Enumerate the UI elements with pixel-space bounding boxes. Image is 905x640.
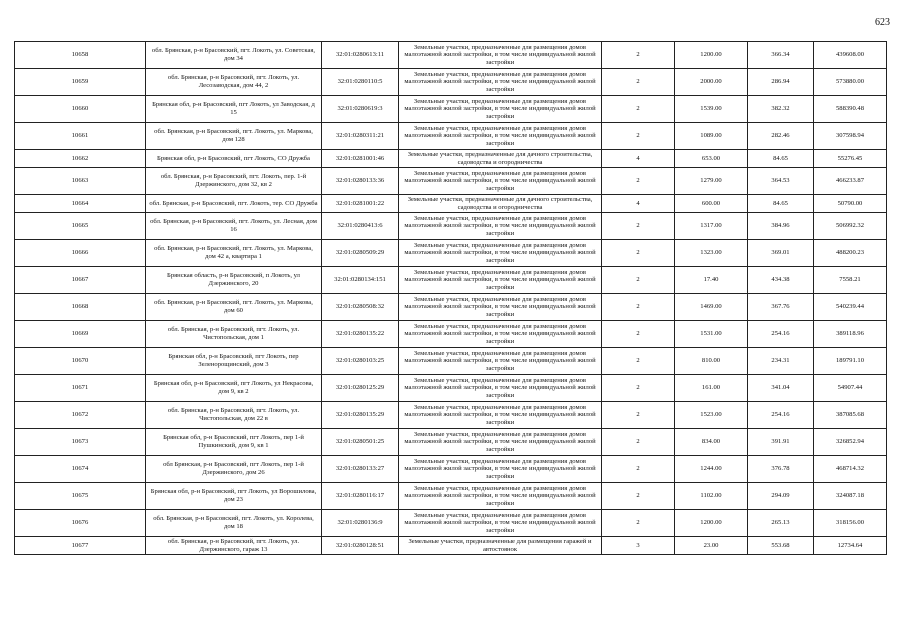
- row-number: 10670: [15, 348, 146, 375]
- category-cell: 2: [602, 375, 675, 402]
- row-number: 10669: [15, 321, 146, 348]
- cadastral-number-cell: 32:01:0280508:32: [322, 294, 399, 321]
- row-number: 10677: [15, 537, 146, 555]
- cadastral-value-cell: 55276.45: [814, 150, 887, 168]
- land-use-cell: Земельные участки, предназначенные для размещения домов малоэтажной жилой застройки, в том числе индивидуальной жилой застройки: [399, 240, 602, 267]
- cadastral-number-cell: 32:01:0280134:151: [322, 267, 399, 294]
- rate-cell: 84.65: [748, 195, 814, 213]
- area-cell: 1323.00: [675, 240, 748, 267]
- table-row: [15, 123, 887, 150]
- area-cell: 834.00: [675, 429, 748, 456]
- category-cell: 2: [602, 240, 675, 267]
- rate-cell: 254.16: [748, 402, 814, 429]
- land-use-cell: Земельные участки, предназначенные для дачного строительства, садоводства и огородничества: [399, 195, 602, 213]
- address-cell: Брянская обл, р-н Брасовский, пгт Локоть, ул Некрасова, дом 9, кв 2: [146, 375, 322, 402]
- address-cell: обл. Брянская, р-н Брасовский, пгт. Локоть, ул. Дзержинского, гараж 13: [146, 537, 322, 555]
- area-cell: 1244.00: [675, 456, 748, 483]
- row-number: 10671: [15, 375, 146, 402]
- table-row: [15, 69, 887, 96]
- area-cell: 1469.00: [675, 294, 748, 321]
- rate-cell: 376.78: [748, 456, 814, 483]
- table-row: [15, 213, 887, 240]
- land-use-cell: Земельные участки, предназначенные для размещения домов малоэтажной жилой застройки, в том числе индивидуальной жилой застройки: [399, 168, 602, 195]
- rate-cell: 282.46: [748, 123, 814, 150]
- area-cell: 1539.00: [675, 96, 748, 123]
- table-row: [15, 42, 887, 69]
- land-use-cell: Земельные участки, предназначенные для размещения домов малоэтажной жилой застройки, в том числе индивидуальной жилой застройки: [399, 213, 602, 240]
- address-cell: обл. Брянская, р-н Брасовский, пгт. Локоть, тер. СО Дружба: [146, 195, 322, 213]
- address-cell: Брянская обл, р-н Брасовский, пгт Локоть, ул Ворошилова, дом 23: [146, 483, 322, 510]
- category-cell: 3: [602, 537, 675, 555]
- area-cell: 17.40: [675, 267, 748, 294]
- address-cell: Брянская обл, р-н Брасовский, пгт Локоть, пер Зеленорощинский, дом 3: [146, 348, 322, 375]
- cadastral-value-cell: 7558.21: [814, 267, 887, 294]
- category-cell: 2: [602, 213, 675, 240]
- address-cell: обл. Брянская, р-н Брасовский, пгт. Локоть, ул. Чистопольская, дом 1: [146, 321, 322, 348]
- category-cell: 2: [602, 42, 675, 69]
- address-cell: обл. Брянская, р-н Брасовский, пгт. Локоть, ул. Маркова, дом 128: [146, 123, 322, 150]
- category-cell: 2: [602, 456, 675, 483]
- category-cell: 2: [602, 348, 675, 375]
- rate-cell: 364.53: [748, 168, 814, 195]
- cadastral-number-cell: 32:01:0280110:5: [322, 69, 399, 96]
- address-cell: обл Брянская, р-н Брасовский, пгт Локоть, пер 1-й Дзержинского, дом 26: [146, 456, 322, 483]
- rate-cell: 369.01: [748, 240, 814, 267]
- address-cell: Брянская область, р-н Брасовский, п Локоть, ул Дзержинского, 20: [146, 267, 322, 294]
- address-cell: обл. Брянская, р-н Брасовский, пгт. Локоть, ул. Чистопольская, дом 22 в: [146, 402, 322, 429]
- cadastral-value-cell: 439608.00: [814, 42, 887, 69]
- land-use-cell: Земельные участки, предназначенные для размещения домов малоэтажной жилой застройки, в том числе индивидуальной жилой застройки: [399, 69, 602, 96]
- table-row: [15, 240, 887, 267]
- cadastral-number-cell: 32:01:0280133:27: [322, 456, 399, 483]
- land-use-cell: Земельные участки, предназначенные для размещения домов малоэтажной жилой застройки, в том числе индивидуальной жилой застройки: [399, 348, 602, 375]
- row-number: 10675: [15, 483, 146, 510]
- cadastral-number-cell: 32:01:0280619:3: [322, 96, 399, 123]
- category-cell: 2: [602, 510, 675, 537]
- land-use-cell: Земельные участки, предназначенные для дачного строительства, садоводства и огородничества: [399, 150, 602, 168]
- row-number: 10662: [15, 150, 146, 168]
- rate-cell: 286.94: [748, 69, 814, 96]
- row-number: 10673: [15, 429, 146, 456]
- rate-cell: 341.04: [748, 375, 814, 402]
- category-cell: 2: [602, 96, 675, 123]
- cadastral-number-cell: 32:01:0280613:11: [322, 42, 399, 69]
- table-row: [15, 168, 887, 195]
- page-number: 623: [875, 17, 890, 28]
- address-cell: обл. Брянская, р-н Брасовский, пгт. Локоть, ул. Советская, дом 34: [146, 42, 322, 69]
- rate-cell: 382.32: [748, 96, 814, 123]
- cadastral-value-cell: 318156.00: [814, 510, 887, 537]
- address-cell: Брянская обл, р-н Брасовский, пгт Локоть, СО Дружба: [146, 150, 322, 168]
- land-use-cell: Земельные участки, предназначенные для размещения домов малоэтажной жилой застройки, в том числе индивидуальной жилой застройки: [399, 123, 602, 150]
- area-cell: 653.00: [675, 150, 748, 168]
- row-number: 10663: [15, 168, 146, 195]
- rate-cell: 234.31: [748, 348, 814, 375]
- category-cell: 2: [602, 267, 675, 294]
- area-cell: 23.00: [675, 537, 748, 555]
- land-use-cell: Земельные участки, предназначенные для размещения домов малоэтажной жилой застройки, в том числе индивидуальной жилой застройки: [399, 429, 602, 456]
- cadastral-number-cell: 32:01:0280311:21: [322, 123, 399, 150]
- cadastral-value-cell: 488200.23: [814, 240, 887, 267]
- cadastral-number-cell: 32:01:0280413:6: [322, 213, 399, 240]
- category-cell: 2: [602, 321, 675, 348]
- cadastral-value-cell: 189791.10: [814, 348, 887, 375]
- area-cell: 810.00: [675, 348, 748, 375]
- table-row: [15, 375, 887, 402]
- cadastral-value-cell: 307598.94: [814, 123, 887, 150]
- land-use-cell: Земельные участки, предназначенные для размещения домов малоэтажной жилой застройки, в том числе индивидуальной жилой застройки: [399, 402, 602, 429]
- area-cell: 1200.00: [675, 42, 748, 69]
- table-body: [15, 42, 887, 555]
- cadastral-value-table: [14, 41, 887, 555]
- address-cell: обл. Брянская, р-н Брасовский, пгт. Локоть, ул. Лесная, дом 16: [146, 213, 322, 240]
- area-cell: 1089.00: [675, 123, 748, 150]
- address-cell: обл. Брянская, р-н Брасовский, пгт. Локоть, ул. Королева, дом 18: [146, 510, 322, 537]
- land-use-cell: Земельные участки, предназначенные для размещения гаражей и автостоянок: [399, 537, 602, 555]
- row-number: 10666: [15, 240, 146, 267]
- address-cell: обл. Брянская, р-н Брасовский, пгт. Локоть, ул. Лесозаводская, дом 44, 2: [146, 69, 322, 96]
- address-cell: Брянская обл, р-н Брасовский, пгт Локоть, пер 1-й Пушкинский, дом 9, кв 1: [146, 429, 322, 456]
- area-cell: 1531.00: [675, 321, 748, 348]
- rate-cell: 367.76: [748, 294, 814, 321]
- row-number: 10660: [15, 96, 146, 123]
- cadastral-number-cell: 32:01:0280135:22: [322, 321, 399, 348]
- cadastral-number-cell: 32:01:0280116:17: [322, 483, 399, 510]
- cadastral-value-cell: 588390.48: [814, 96, 887, 123]
- table-row: [15, 321, 887, 348]
- row-number: 10667: [15, 267, 146, 294]
- cadastral-value-cell: 54907.44: [814, 375, 887, 402]
- address-cell: Брянская обл, р-н Брасовский, пгт Локоть, ул Заводская, д 15: [146, 96, 322, 123]
- area-cell: 1523.00: [675, 402, 748, 429]
- rate-cell: 434.38: [748, 267, 814, 294]
- table-row: [15, 96, 887, 123]
- cadastral-number-cell: 32:01:0280125:29: [322, 375, 399, 402]
- row-number: 10676: [15, 510, 146, 537]
- table-row: [15, 294, 887, 321]
- area-cell: 1317.00: [675, 213, 748, 240]
- category-cell: 2: [602, 123, 675, 150]
- cadastral-number-cell: 32:01:0280133:36: [322, 168, 399, 195]
- table-row: [15, 402, 887, 429]
- land-use-cell: Земельные участки, предназначенные для размещения домов малоэтажной жилой застройки, в том числе индивидуальной жилой застройки: [399, 96, 602, 123]
- category-cell: 4: [602, 195, 675, 213]
- area-cell: 1200.00: [675, 510, 748, 537]
- row-number: 10659: [15, 69, 146, 96]
- cadastral-value-cell: 387085.68: [814, 402, 887, 429]
- cadastral-number-cell: 32:01:0280509:29: [322, 240, 399, 267]
- cadastral-number-cell: 32:01:0280103:25: [322, 348, 399, 375]
- cadastral-value-cell: 326852.94: [814, 429, 887, 456]
- land-use-cell: Земельные участки, предназначенные для размещения домов малоэтажной жилой застройки, в том числе индивидуальной жилой застройки: [399, 321, 602, 348]
- row-number: 10661: [15, 123, 146, 150]
- land-use-cell: Земельные участки, предназначенные для размещения домов малоэтажной жилой застройки, в том числе индивидуальной жилой застройки: [399, 483, 602, 510]
- cadastral-number-cell: 32:01:0280136:9: [322, 510, 399, 537]
- table-row: [15, 348, 887, 375]
- table-row: [15, 150, 887, 168]
- category-cell: 2: [602, 402, 675, 429]
- cadastral-number-cell: 32:01:0281001:22: [322, 195, 399, 213]
- cadastral-value-cell: 12734.64: [814, 537, 887, 555]
- cadastral-value-cell: 324087.18: [814, 483, 887, 510]
- rate-cell: 294.09: [748, 483, 814, 510]
- cadastral-number-cell: 32:01:0280501:25: [322, 429, 399, 456]
- area-cell: 600.00: [675, 195, 748, 213]
- row-number: 10665: [15, 213, 146, 240]
- cadastral-value-cell: 573880.00: [814, 69, 887, 96]
- rate-cell: 384.96: [748, 213, 814, 240]
- category-cell: 2: [602, 483, 675, 510]
- row-number: 10664: [15, 195, 146, 213]
- category-cell: 4: [602, 150, 675, 168]
- cadastral-value-cell: 50790.00: [814, 195, 887, 213]
- cadastral-number-cell: 32:01:0281001:46: [322, 150, 399, 168]
- row-number: 10672: [15, 402, 146, 429]
- cadastral-value-cell: 466233.87: [814, 168, 887, 195]
- table-row: [15, 483, 887, 510]
- row-number: 10674: [15, 456, 146, 483]
- rate-cell: 553.68: [748, 537, 814, 555]
- table-row: [15, 456, 887, 483]
- category-cell: 2: [602, 69, 675, 96]
- rate-cell: 391.91: [748, 429, 814, 456]
- land-use-cell: Земельные участки, предназначенные для размещения домов малоэтажной жилой застройки, в том числе индивидуальной жилой застройки: [399, 375, 602, 402]
- category-cell: 2: [602, 429, 675, 456]
- land-use-cell: Земельные участки, предназначенные для размещения домов малоэтажной жилой застройки, в том числе индивидуальной жилой застройки: [399, 42, 602, 69]
- table-row: [15, 510, 887, 537]
- area-cell: 2000.00: [675, 69, 748, 96]
- address-cell: обл. Брянская, р-н Брасовский, пгт. Локоть, ул. Маркова, дом 60: [146, 294, 322, 321]
- table-row: [15, 267, 887, 294]
- land-use-cell: Земельные участки, предназначенные для размещения домов малоэтажной жилой застройки, в том числе индивидуальной жилой застройки: [399, 294, 602, 321]
- row-number: 10668: [15, 294, 146, 321]
- area-cell: 1102.00: [675, 483, 748, 510]
- table-row: [15, 195, 887, 213]
- cadastral-value-cell: 468714.32: [814, 456, 887, 483]
- address-cell: обл. Брянская, р-н Брасовский, пгт. Локоть, ул. Маркова, дом 42 а, квартира 1: [146, 240, 322, 267]
- cadastral-value-cell: 540239.44: [814, 294, 887, 321]
- table-row: [15, 429, 887, 456]
- cadastral-number-cell: 32:01:0280135:29: [322, 402, 399, 429]
- land-use-cell: Земельные участки, предназначенные для размещения домов малоэтажной жилой застройки, в том числе индивидуальной жилой застройки: [399, 267, 602, 294]
- rate-cell: 366.34: [748, 42, 814, 69]
- address-cell: обл. Брянская, р-н Брасовский, пгт. Локоть, пер. 1-й Дзержинского, дом 32, кв 2: [146, 168, 322, 195]
- land-use-cell: Земельные участки, предназначенные для размещения домов малоэтажной жилой застройки, в том числе индивидуальной жилой застройки: [399, 510, 602, 537]
- category-cell: 2: [602, 294, 675, 321]
- cadastral-value-cell: 389118.96: [814, 321, 887, 348]
- land-use-cell: Земельные участки, предназначенные для размещения домов малоэтажной жилой застройки, в том числе индивидуальной жилой застройки: [399, 456, 602, 483]
- area-cell: 161.00: [675, 375, 748, 402]
- cadastral-number-cell: 32:01:0280128:51: [322, 537, 399, 555]
- row-number: 10658: [15, 42, 146, 69]
- rate-cell: 265.13: [748, 510, 814, 537]
- table-row: [15, 537, 887, 555]
- rate-cell: 84.65: [748, 150, 814, 168]
- cadastral-value-cell: 506992.32: [814, 213, 887, 240]
- category-cell: 2: [602, 168, 675, 195]
- area-cell: 1279.00: [675, 168, 748, 195]
- rate-cell: 254.16: [748, 321, 814, 348]
